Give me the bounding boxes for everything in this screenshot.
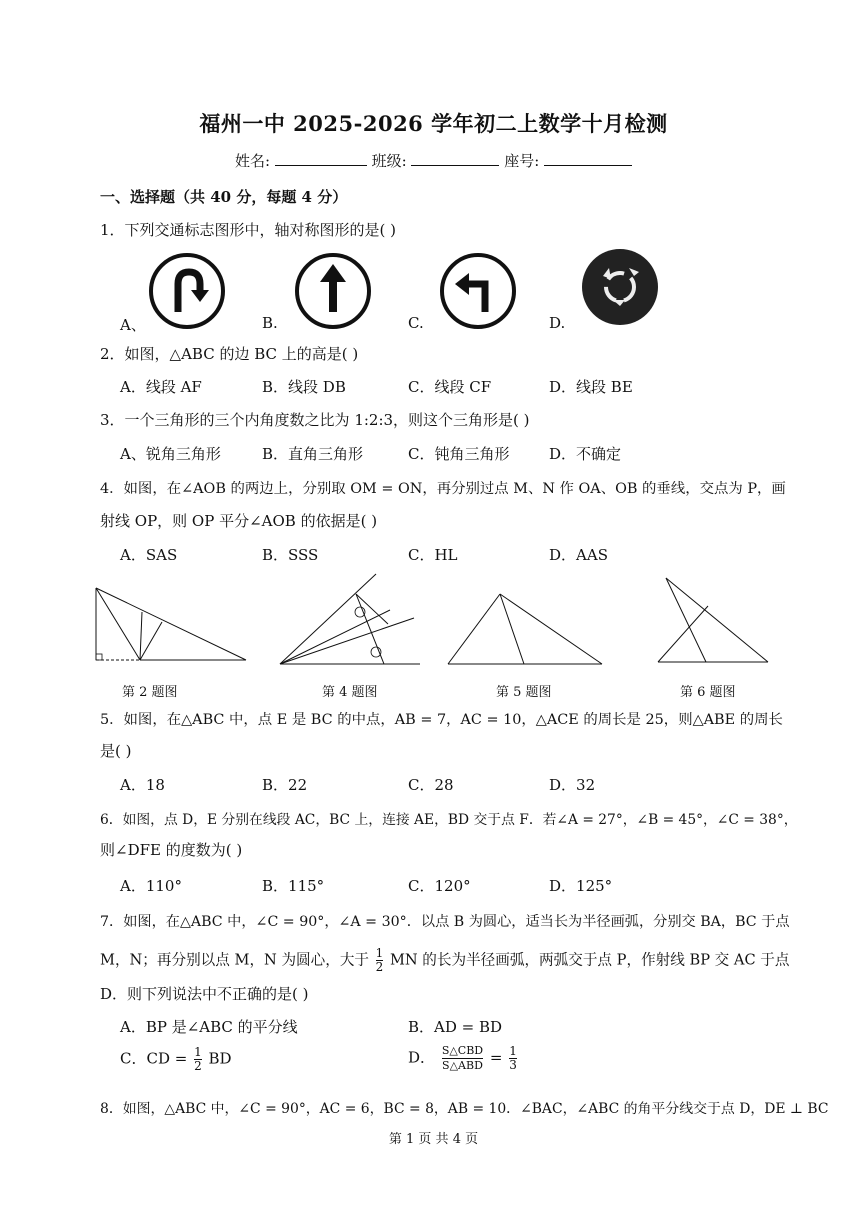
seat-label: 座号:	[504, 152, 540, 170]
q3-option-d[interactable]: D．不确定	[549, 445, 622, 463]
q2-option-a[interactable]: A．线段 AF	[120, 378, 202, 396]
q7-option-b[interactable]: B．AD = BD	[408, 1018, 503, 1036]
question-6-stem-line2: 则∠DFE 的度数为( )	[100, 841, 243, 859]
q2-option-c[interactable]: C．线段 CF	[408, 378, 492, 396]
q7-option-c-suffix: BD	[208, 1049, 232, 1068]
q5-option-a[interactable]: A．18	[120, 776, 165, 794]
q3-option-c[interactable]: C．钝角三角形	[408, 445, 510, 463]
q6-option-b[interactable]: B．115°	[262, 877, 325, 895]
q5-option-c[interactable]: C．28	[408, 776, 454, 794]
q7-option-a[interactable]: A．BP 是∠ABC 的平分线	[120, 1018, 298, 1036]
area-ratio-denominator: S△ABD	[442, 1059, 483, 1072]
question-4-stem-line2: 射线 OP，则 OP 平分∠AOB 的依据是( )	[100, 512, 378, 530]
traffic-sign-left-turn-icon	[437, 250, 519, 332]
q7-half-fraction	[376, 947, 384, 974]
q4-option-a[interactable]: A．SAS	[120, 546, 178, 564]
area-ratio-numerator: S△CBD	[441, 1044, 484, 1057]
figure-6-caption: 第 6 题图	[680, 685, 736, 700]
q7-option-c[interactable]	[120, 1046, 232, 1073]
traffic-sign-roundabout-icon	[579, 246, 661, 328]
name-label: 姓名:	[234, 152, 271, 170]
question-7-stem-line1: 7．如图，在△ABC 中，∠C = 90°，∠A = 30°．以点 B 为圆心，适当长为半径画弧，分别交 BA，BC 于点	[100, 914, 790, 930]
q7-line2-part1: M，N；再分别以点 M，N 为圆心，大于	[100, 951, 370, 969]
traffic-sign-straight-arrow-icon	[292, 250, 374, 332]
q6-option-c[interactable]: C．120°	[408, 877, 471, 895]
q1-option-b-label: B.	[262, 314, 278, 332]
figure-4-diagram	[264, 566, 434, 676]
question-7-stem-line2	[100, 947, 789, 974]
q6-option-d[interactable]: D．125°	[549, 877, 613, 895]
figure-5-caption: 第 5 题图	[496, 685, 552, 700]
question-3-stem: 3．一个三角形的三个内角度数之比为 1:2:3，则这个三角形是( )	[100, 411, 530, 429]
q7-option-d-fraction	[509, 1045, 517, 1072]
question-5-stem-line1: 5．如图，在△ABC 中，点 E 是 BC 的中点，AB = 7，AC = 10，△ACE 的周长是 25，则△ABE 的周长	[100, 712, 783, 728]
fraction-numerator: 1	[194, 1045, 202, 1059]
fraction-denominator: 2	[375, 960, 384, 974]
figure-6-diagram	[644, 570, 784, 674]
student-info-fields	[0, 150, 867, 171]
question-5-stem-line2: 是( )	[100, 742, 132, 760]
q7-option-d-area-ratio	[442, 1044, 483, 1073]
question-2-stem: 2．如图，△ABC 的边 BC 上的高是( )	[100, 345, 359, 363]
q2-option-d[interactable]: D．线段 BE	[549, 378, 633, 396]
q3-option-a[interactable]: A、锐角三角形	[120, 445, 221, 463]
figure-4-caption: 第 4 题图	[322, 685, 378, 700]
figure-2-caption: 第 2 题图	[122, 685, 178, 700]
fraction-numerator: 1	[509, 1044, 517, 1058]
traffic-sign-u-turn-icon	[146, 250, 228, 332]
q4-option-c[interactable]: C．HL	[408, 546, 458, 564]
name-blank[interactable]	[275, 151, 367, 166]
fraction-numerator: 1	[375, 946, 384, 960]
fraction-denominator: 3	[509, 1058, 517, 1072]
figure-5-diagram	[434, 584, 614, 672]
q5-option-d[interactable]: D．32	[549, 776, 596, 794]
seat-blank[interactable]	[544, 151, 632, 166]
page-footer: 第 1 页 共 4 页	[388, 1132, 479, 1147]
q7-line2-part2: MN 的长为半径画弧，两弧交于点 P，作射线 BP 交 AC 于点	[389, 951, 790, 969]
q7-option-c-fraction	[194, 1046, 202, 1073]
figure-2-diagram	[84, 574, 264, 674]
question-4-stem-line1: 4．如图，在∠AOB 的两边上，分别取 OM = ON，再分别过点 M、N 作 OA、OB 的垂线，交点为 P，画	[100, 481, 786, 497]
question-7-stem-line3: D．则下列说法中不正确的是( )	[100, 985, 309, 1003]
page-title: 福州一中 2025-2026 学年初二上数学十月检测	[199, 111, 668, 136]
q7-option-c-prefix: C．CD =	[120, 1049, 188, 1068]
q7-option-d[interactable]	[408, 1044, 519, 1073]
question-1-stem: 1．下列交通标志图形中，轴对称图形的是( )	[100, 221, 397, 239]
equals-sign: =	[489, 1048, 503, 1067]
question-8-stem: 8．如图，△ABC 中，∠C = 90°，AC = 6，BC = 8，AB = 10．∠BAC，∠ABC 的角平分线交于点 D，DE ⊥ BC	[100, 1101, 829, 1117]
question-6-stem-line1: 6．如图，点 D，E 分别在线段 AC，BC 上，连接 AE，BD 交于点 F．若∠A = 27°，∠B = 45°，∠C = 38°，	[100, 812, 798, 828]
q2-option-b[interactable]: B．线段 DB	[262, 378, 346, 396]
q1-option-a-label: A、	[120, 316, 146, 334]
q1-option-c-label: C.	[408, 314, 424, 332]
q4-option-d[interactable]: D．AAS	[549, 546, 608, 564]
section-heading: 一、选择题（共 40 分，每题 4 分）	[100, 188, 348, 206]
q5-option-b[interactable]: B．22	[262, 776, 308, 794]
q3-option-b[interactable]: B．直角三角形	[262, 445, 364, 463]
fraction-denominator: 2	[194, 1059, 202, 1073]
q7-option-d-prefix: D．	[408, 1048, 436, 1067]
class-blank[interactable]	[411, 151, 499, 166]
q4-option-b[interactable]: B．SSS	[262, 546, 319, 564]
q6-option-a[interactable]: A．110°	[120, 877, 182, 895]
class-label: 班级:	[371, 152, 407, 170]
q1-option-d-label: D.	[549, 314, 566, 332]
